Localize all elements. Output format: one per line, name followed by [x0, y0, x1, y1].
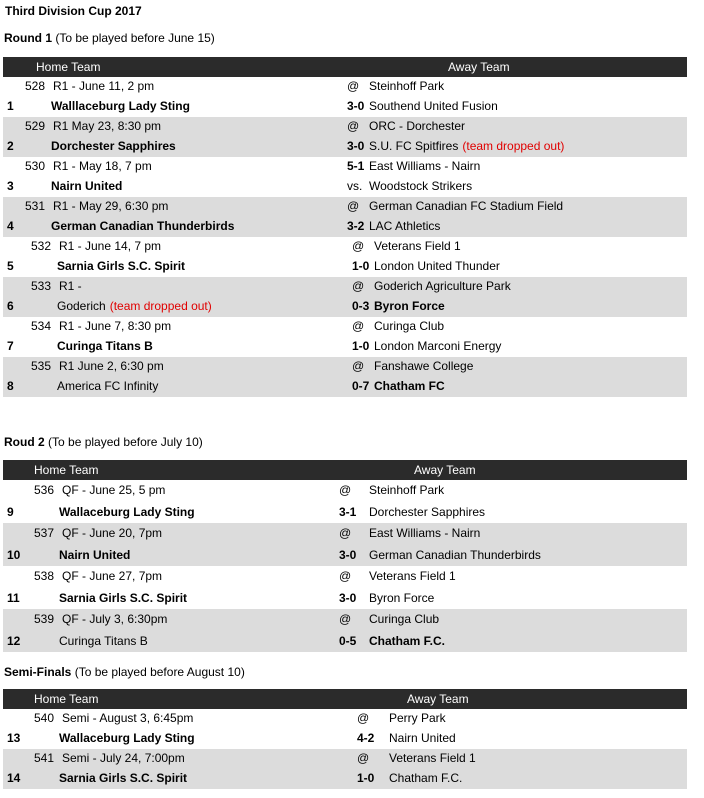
- match-info-row: [3, 709, 687, 729]
- match-index: 9: [7, 504, 14, 519]
- match-result-row: [3, 545, 687, 567]
- match-info-row: [3, 237, 687, 257]
- away-team-header: Away Team: [414, 463, 476, 477]
- venue-symbol: @: [352, 359, 365, 373]
- venue-name: Veterans Field 1: [374, 239, 461, 253]
- match-info-row: [3, 609, 687, 631]
- away-team: Chatham F.C.: [369, 633, 446, 648]
- match-date: R1 - June 14, 7 pm: [59, 239, 162, 253]
- away-team: LAC Athletics: [369, 219, 441, 233]
- match-table: [3, 689, 687, 789]
- match-table: [3, 57, 687, 397]
- match-result-row: [3, 177, 687, 197]
- venue-symbol: @: [339, 569, 352, 583]
- match-number: 531: [25, 199, 46, 213]
- match-result-row: [3, 588, 687, 610]
- venue-symbol: @: [352, 319, 365, 333]
- match-date: R1 May 23, 8:30 pm: [53, 119, 162, 133]
- match-number: 534: [31, 319, 52, 333]
- venue-name: Curinga Club: [374, 319, 445, 333]
- venue-symbol: @: [347, 119, 360, 133]
- round-note: (To be played before August 10): [74, 665, 245, 679]
- home-team: Dorchester Sapphires: [51, 139, 176, 153]
- match-info-row: [3, 523, 687, 545]
- home-team: America FC Infinity: [57, 379, 159, 393]
- match-date: R1 - May 29, 6:30 pm: [53, 199, 169, 213]
- match-info-row: [3, 317, 687, 337]
- match-info-row: [3, 117, 687, 137]
- match-score: 3-0: [347, 99, 365, 113]
- match-index: 1: [7, 99, 14, 113]
- match-date: R1 - May 18, 7 pm: [53, 159, 152, 173]
- match-score: 3-1: [339, 504, 357, 519]
- home-team-header: Home Team: [34, 463, 99, 477]
- away-team: Chatham F.C.: [389, 771, 463, 785]
- match-info-row: [3, 480, 687, 502]
- venue-symbol: @: [339, 612, 352, 626]
- match-info-row: [3, 77, 687, 97]
- match-info-row: [3, 357, 687, 377]
- round-note: (To be played before July 10): [48, 435, 203, 449]
- match-result-row: [3, 729, 687, 749]
- match-result-row: [3, 97, 687, 117]
- away-team: Byron Force: [369, 590, 435, 605]
- match-index: 3: [7, 179, 14, 193]
- venue-name: East Williams - Nairn: [369, 526, 481, 540]
- venue-symbol: @: [352, 279, 365, 293]
- home-team: German Canadian Thunderbirds: [51, 219, 235, 233]
- match-index: 8: [7, 379, 14, 393]
- match-score: vs.: [347, 179, 363, 193]
- match-result-row: [3, 502, 687, 524]
- venue-symbol: @: [339, 526, 352, 540]
- match-info-row: [3, 197, 687, 217]
- away-team: S.U. FC Spitfires (team dropped out): [369, 139, 565, 153]
- round-title: [4, 435, 203, 449]
- away-team: London Marconi Energy: [374, 339, 502, 353]
- match-info-row: [3, 749, 687, 769]
- match-score: 3-0: [347, 139, 365, 153]
- venue-symbol: @: [347, 199, 360, 213]
- table-header: [3, 460, 687, 480]
- match-number: 539: [34, 612, 55, 626]
- away-team: Byron Force: [374, 299, 445, 313]
- away-team: London United Thunder: [374, 259, 500, 273]
- venue-name: Veterans Field 1: [369, 569, 456, 583]
- round-name: Semi-Finals: [4, 665, 72, 679]
- home-team: Curinga Titans B: [59, 633, 148, 648]
- venue-symbol: @: [352, 239, 365, 253]
- venue-symbol: @: [347, 79, 360, 93]
- away-team: Dorchester Sapphires: [369, 504, 486, 519]
- match-index: 13: [7, 731, 21, 745]
- venue-name: Perry Park: [389, 711, 446, 725]
- match-number: 528: [25, 79, 46, 93]
- match-index: 7: [7, 339, 14, 353]
- away-team: Woodstock Strikers: [369, 179, 473, 193]
- venue-symbol: 5-1: [347, 159, 365, 173]
- table-header: [3, 689, 687, 709]
- match-result-row: [3, 631, 687, 653]
- round-title: [4, 31, 215, 45]
- match-index: 11: [7, 590, 20, 605]
- venue-name: Veterans Field 1: [389, 751, 476, 765]
- match-result-row: [3, 137, 687, 157]
- venue-name: ORC - Dorchester: [369, 119, 466, 133]
- dropped-out-note: (team dropped out): [462, 139, 565, 153]
- home-team: Goderich (team dropped out): [57, 299, 212, 313]
- round-title: [4, 665, 245, 679]
- home-team: Walllaceburg Lady Sting: [51, 99, 190, 113]
- venue-name: Steinhoff Park: [369, 483, 445, 497]
- match-index: 5: [7, 259, 14, 273]
- match-date: R1 - June 11, 2 pm: [53, 79, 155, 93]
- table-header: [3, 57, 687, 77]
- away-team-header: Away Team: [448, 60, 510, 74]
- match-result-row: [3, 257, 687, 277]
- match-index: 6: [7, 299, 14, 313]
- match-index: 2: [7, 139, 14, 153]
- home-team: Wallaceburg Lady Sting: [59, 731, 195, 745]
- match-number: 537: [34, 526, 55, 540]
- match-score: 1-0: [357, 771, 375, 785]
- match-result-row: [3, 377, 687, 397]
- match-info-row: [3, 566, 687, 588]
- round-note: (To be played before June 15): [55, 31, 215, 45]
- venue-symbol: @: [357, 751, 370, 765]
- match-date: R1 June 2, 6:30 pm: [59, 359, 164, 373]
- match-date: QF - June 20, 7pm: [62, 526, 163, 540]
- round-name: Roud 2: [4, 435, 45, 449]
- home-team: Sarnia Girls S.C. Spirit: [59, 590, 188, 605]
- match-number: 536: [34, 483, 55, 497]
- venue-name: Steinhoff Park: [369, 79, 445, 93]
- match-result-row: [3, 769, 687, 789]
- match-score: 3-0: [339, 590, 357, 605]
- match-number: 529: [25, 119, 46, 133]
- match-info-row: [3, 157, 687, 177]
- venue-name: Curinga Club: [369, 612, 440, 626]
- match-result-row: [3, 337, 687, 357]
- home-team: Sarnia Girls S.C. Spirit: [59, 771, 188, 785]
- venue-name: East Williams - Nairn: [369, 159, 481, 173]
- match-table: [3, 460, 687, 652]
- match-index: 12: [7, 633, 21, 648]
- match-index: 4: [7, 219, 14, 233]
- away-team: German Canadian Thunderbirds: [369, 547, 541, 562]
- match-date: QF - July 3, 6:30pm: [62, 612, 168, 626]
- match-number: 535: [31, 359, 52, 373]
- match-score: 3-2: [347, 219, 365, 233]
- match-info-row: [3, 277, 687, 297]
- away-team: Chatham FC: [374, 379, 445, 393]
- venue-symbol: @: [339, 483, 352, 497]
- match-date: Semi - July 24, 7:00pm: [62, 751, 185, 765]
- home-team: Nairn United: [59, 547, 131, 562]
- venue-name: Goderich Agriculture Park: [374, 279, 511, 293]
- home-team: Sarnia Girls S.C. Spirit: [57, 259, 186, 273]
- match-score: 0-3: [352, 299, 370, 313]
- match-score: 0-7: [352, 379, 370, 393]
- home-team: Nairn United: [51, 179, 123, 193]
- match-score: 0-5: [339, 633, 357, 648]
- match-score: 3-0: [339, 547, 357, 562]
- away-team: Southend United Fusion: [369, 99, 498, 113]
- match-index: 10: [7, 547, 21, 562]
- match-result-row: [3, 217, 687, 237]
- match-date: QF - June 25, 5 pm: [62, 483, 166, 497]
- home-team: Wallaceburg Lady Sting: [59, 504, 195, 519]
- away-team: Nairn United: [389, 731, 456, 745]
- venue-name: Fanshawe College: [374, 359, 474, 373]
- match-date: Semi - August 3, 6:45pm: [62, 711, 194, 725]
- match-date: R1 -: [59, 279, 82, 293]
- home-team: Curinga Titans B: [57, 339, 153, 353]
- home-team-header: Home Team: [34, 692, 99, 706]
- match-date: QF - June 27, 7pm: [62, 569, 163, 583]
- match-score: 1-0: [352, 339, 370, 353]
- venue-symbol: @: [357, 711, 370, 725]
- match-number: 532: [31, 239, 52, 253]
- match-number: 530: [25, 159, 46, 173]
- away-team-header: Away Team: [407, 692, 469, 706]
- match-number: 541: [34, 751, 55, 765]
- match-number: 540: [34, 711, 55, 725]
- match-score: 4-2: [357, 731, 375, 745]
- match-number: 533: [31, 279, 52, 293]
- home-team-header: Home Team: [36, 60, 101, 74]
- round-name: Round 1: [4, 31, 52, 45]
- venue-name: German Canadian FC Stadium Field: [369, 199, 564, 213]
- match-number: 538: [34, 569, 55, 583]
- match-date: R1 - June 7, 8:30 pm: [59, 319, 172, 333]
- dropped-out-note: (team dropped out): [109, 299, 212, 313]
- match-score: 1-0: [352, 259, 370, 273]
- match-result-row: [3, 297, 687, 317]
- page-title: Third Division Cup 2017: [5, 4, 142, 18]
- match-index: 14: [7, 771, 21, 785]
